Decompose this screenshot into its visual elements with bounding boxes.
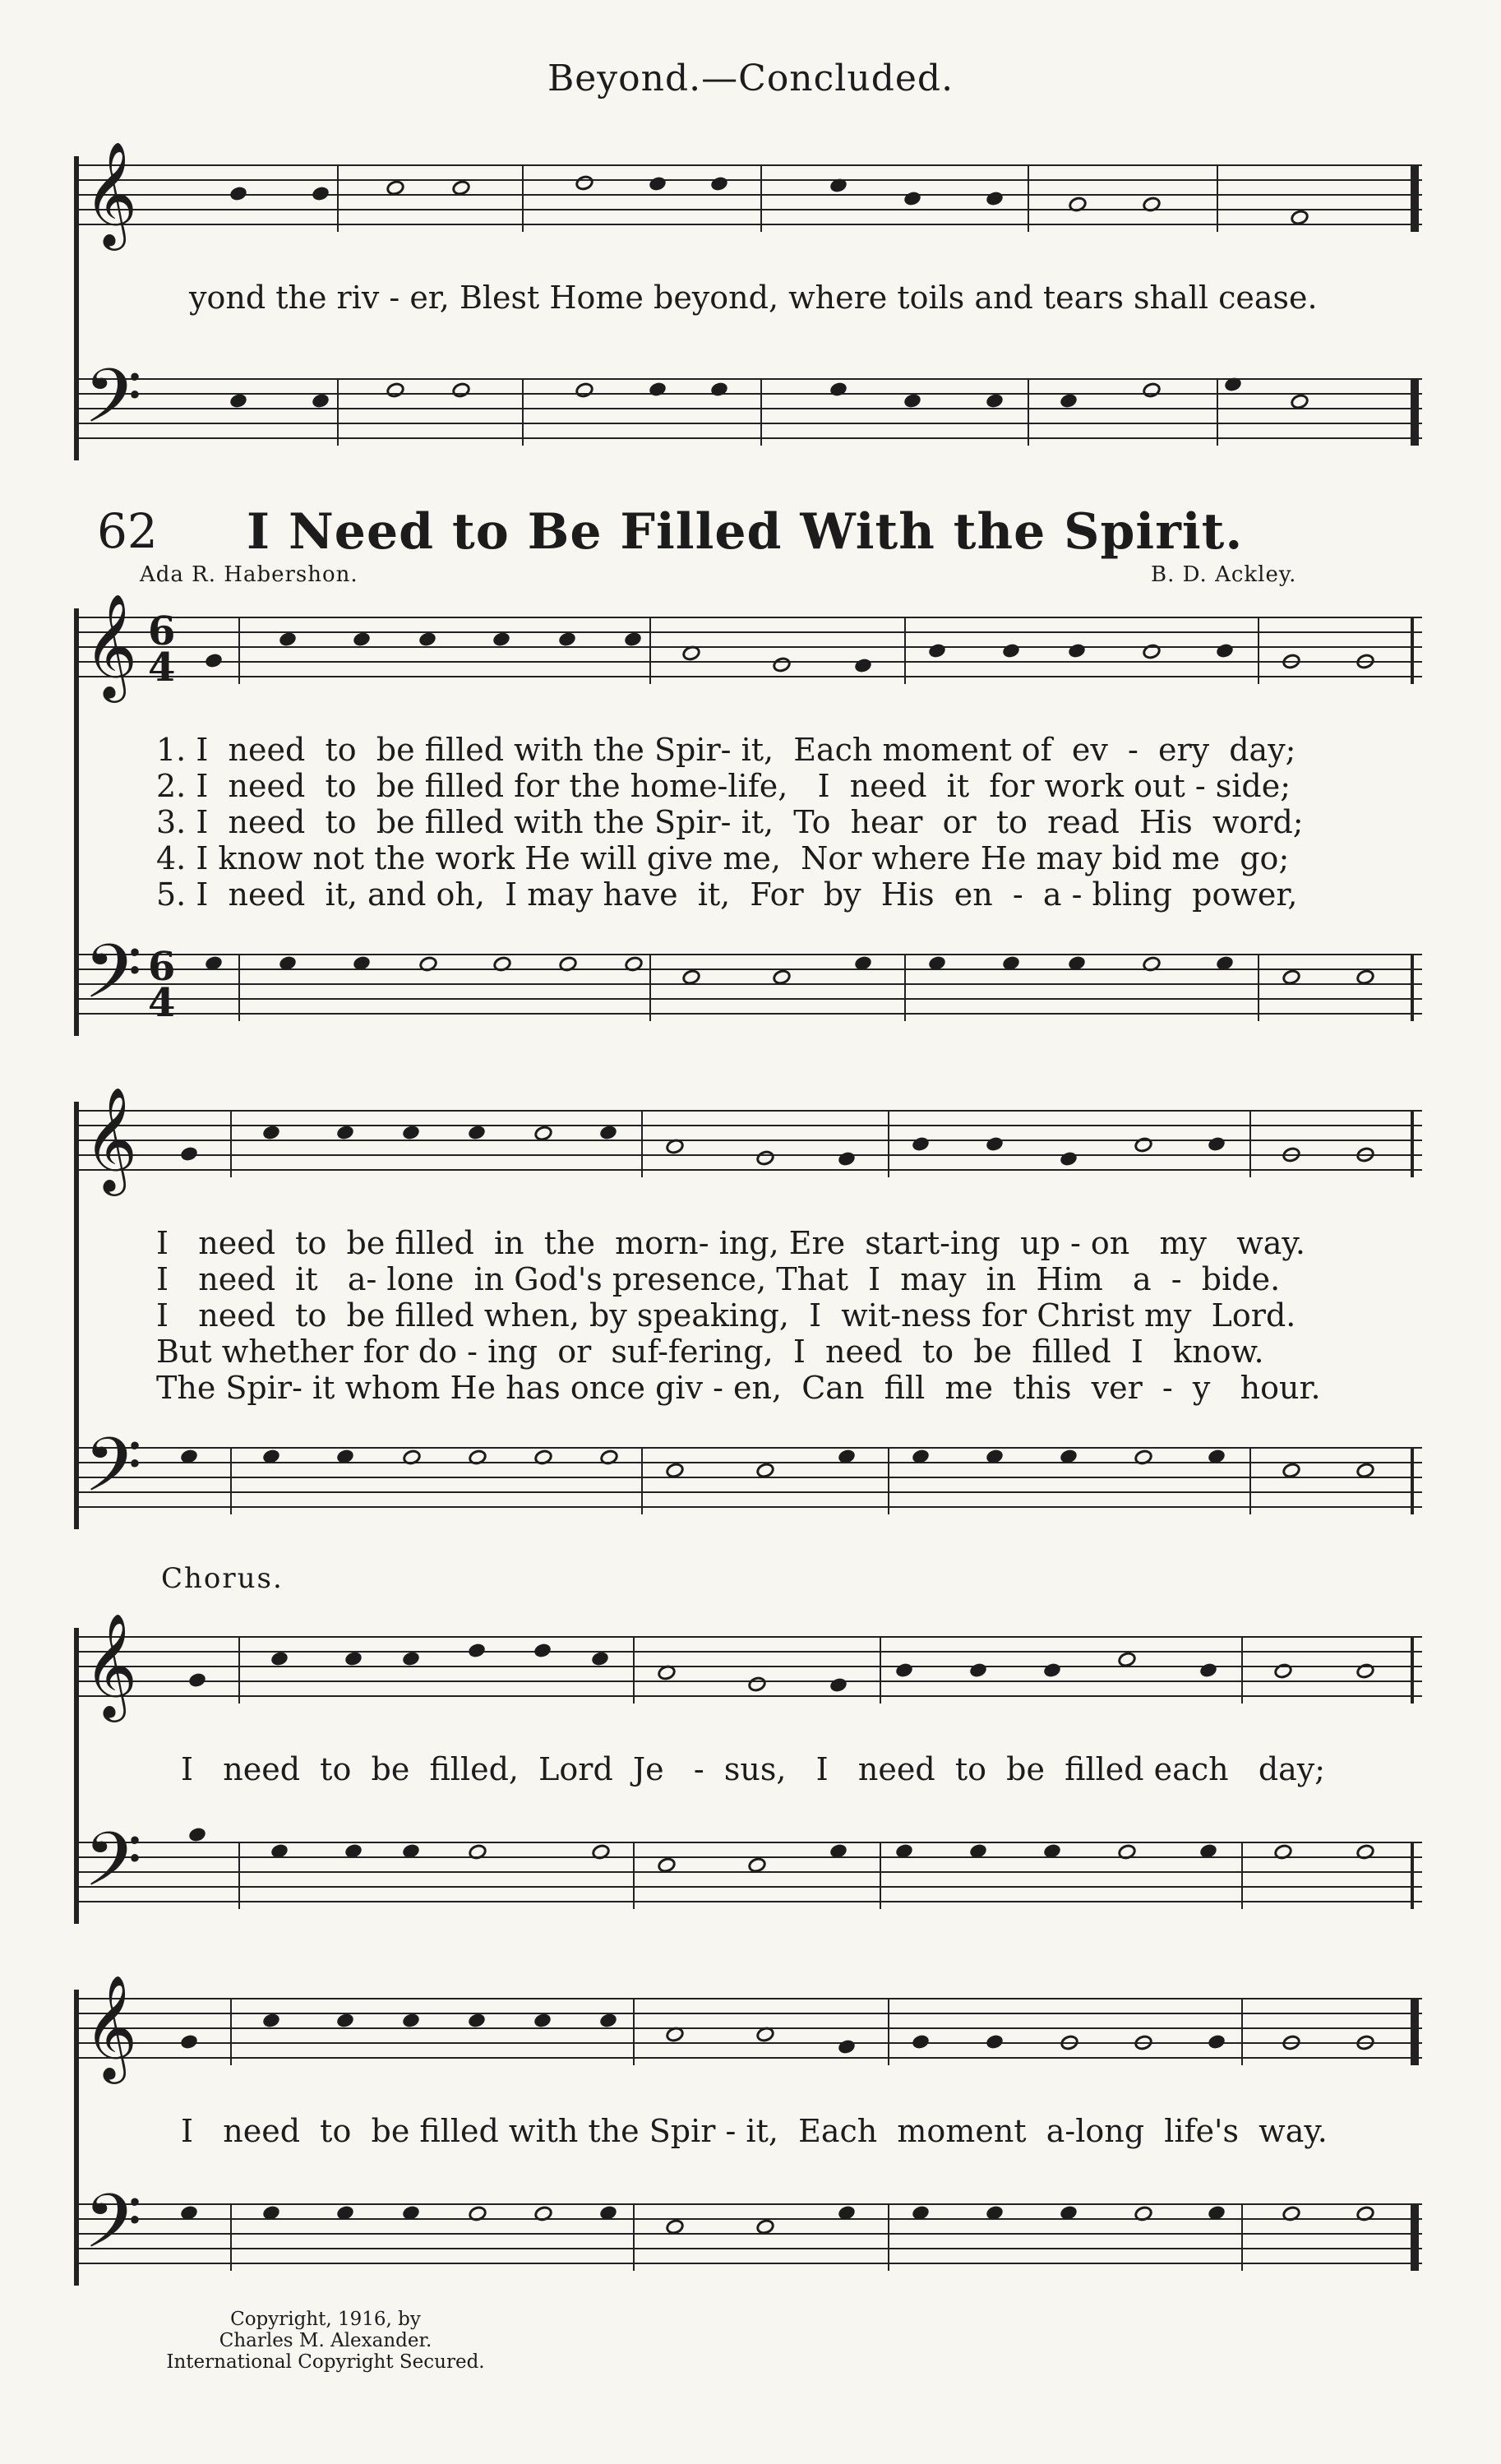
composer-credit: B. D. Ackley.	[1151, 562, 1297, 587]
verse-line-2: I need it a- lone in God's presence, That I may in Him a - bide.	[156, 1261, 1281, 1297]
treble-clef-icon: 𝄞	[84, 1086, 138, 1191]
treble-staff	[74, 1636, 1422, 1718]
hymn-number: 62	[97, 503, 158, 559]
chorus-label: Chorus.	[161, 1562, 284, 1595]
running-head: Beyond.—Concluded.	[547, 58, 954, 99]
verse-line-1: 1. I need to be filled with the Spir- it, Each moment of ev - ery day;	[156, 732, 1296, 768]
music-system-1	[74, 141, 1422, 460]
music-system-3	[74, 1086, 1422, 1529]
music-system-5	[74, 1974, 1422, 2286]
verse-line-4: But whether for do - ing or suf-fering, I need to be filled I know.	[156, 1334, 1264, 1370]
chorus-lyric-line-2: I need to be filled with the Spir - it, Each moment a-long life's way.	[181, 2113, 1328, 2149]
music-system-2: 𝄞 6 4 𝄢 6 4 1. I need to be filled with the Spir- it, Each moment of ev - ery day; 2. I need to be filled for the home-life, I need it for work out - side; 3. I need to be filled with the Spir- it, To hear or to read His word; 4. I know not the work He will give me, Nor where He may bid me go; 5. I need it, and oh, I may have it, For by His en - a - bling power,	[74, 608, 1422, 1036]
treble-clef-icon: 𝄞	[84, 141, 138, 246]
bass-clef-icon: 𝄢	[84, 928, 142, 1033]
beyond-lyric-line: yond the riv - er, Blest Home beyond, where toils and tears shall cease.	[189, 280, 1318, 316]
verse-line-1: I need to be filled in the morn- ing, Ere start-ing up - on my way.	[156, 1225, 1305, 1261]
treble-staff	[74, 617, 1422, 699]
music-system-4	[74, 1612, 1422, 1924]
bass-clef-icon: 𝄢	[84, 1422, 142, 1527]
bass-staff	[74, 378, 1422, 460]
verse-line-3: 3. I need to be filled with the Spir- it, To hear or to read His word;	[156, 804, 1304, 840]
bass-clef-icon: 𝄢	[84, 2178, 142, 2283]
time-signature: 6 4	[148, 608, 176, 691]
final-barline	[1411, 164, 1419, 232]
treble-staff	[74, 1110, 1422, 1192]
chorus-lyric-line-1: I need to be filled, Lord Je - sus, I need to be filled each day;	[181, 1751, 1326, 1787]
verse-line-2: 2. I need to be filled for the home-life, I need it for work out - side;	[156, 768, 1291, 804]
final-barline	[1411, 1998, 1419, 2065]
treble-clef-icon: 𝄞	[84, 1974, 138, 2079]
verse-line-3: I need to be filled when, by speaking, I wit-ness for Christ my Lord.	[156, 1297, 1296, 1334]
copyright-notice: Copyright, 1916, by Charles M. Alexander. International Copyright Secured.	[166, 2309, 485, 2373]
verse-line-4: 4. I know not the work He will give me, Nor where He may bid me go;	[156, 840, 1290, 876]
bass-clef-icon: 𝄢	[84, 353, 142, 458]
author-credit: Ada R. Habershon.	[140, 562, 358, 587]
bass-clef-icon: 𝄢	[84, 1816, 142, 1921]
verse-line-5: The Spir- it whom He has once giv - en, Can fill me this ver - y hour.	[156, 1370, 1321, 1406]
verse-line-5: 5. I need it, and oh, I may have it, For by His en - a - bling power,	[156, 876, 1298, 913]
hymn-title: I Need to Be Filled With the Spirit.	[247, 503, 1244, 561]
treble-clef-icon: 𝄞	[84, 593, 138, 698]
treble-staff	[74, 164, 1422, 247]
treble-clef-icon: 𝄞	[84, 1612, 138, 1717]
